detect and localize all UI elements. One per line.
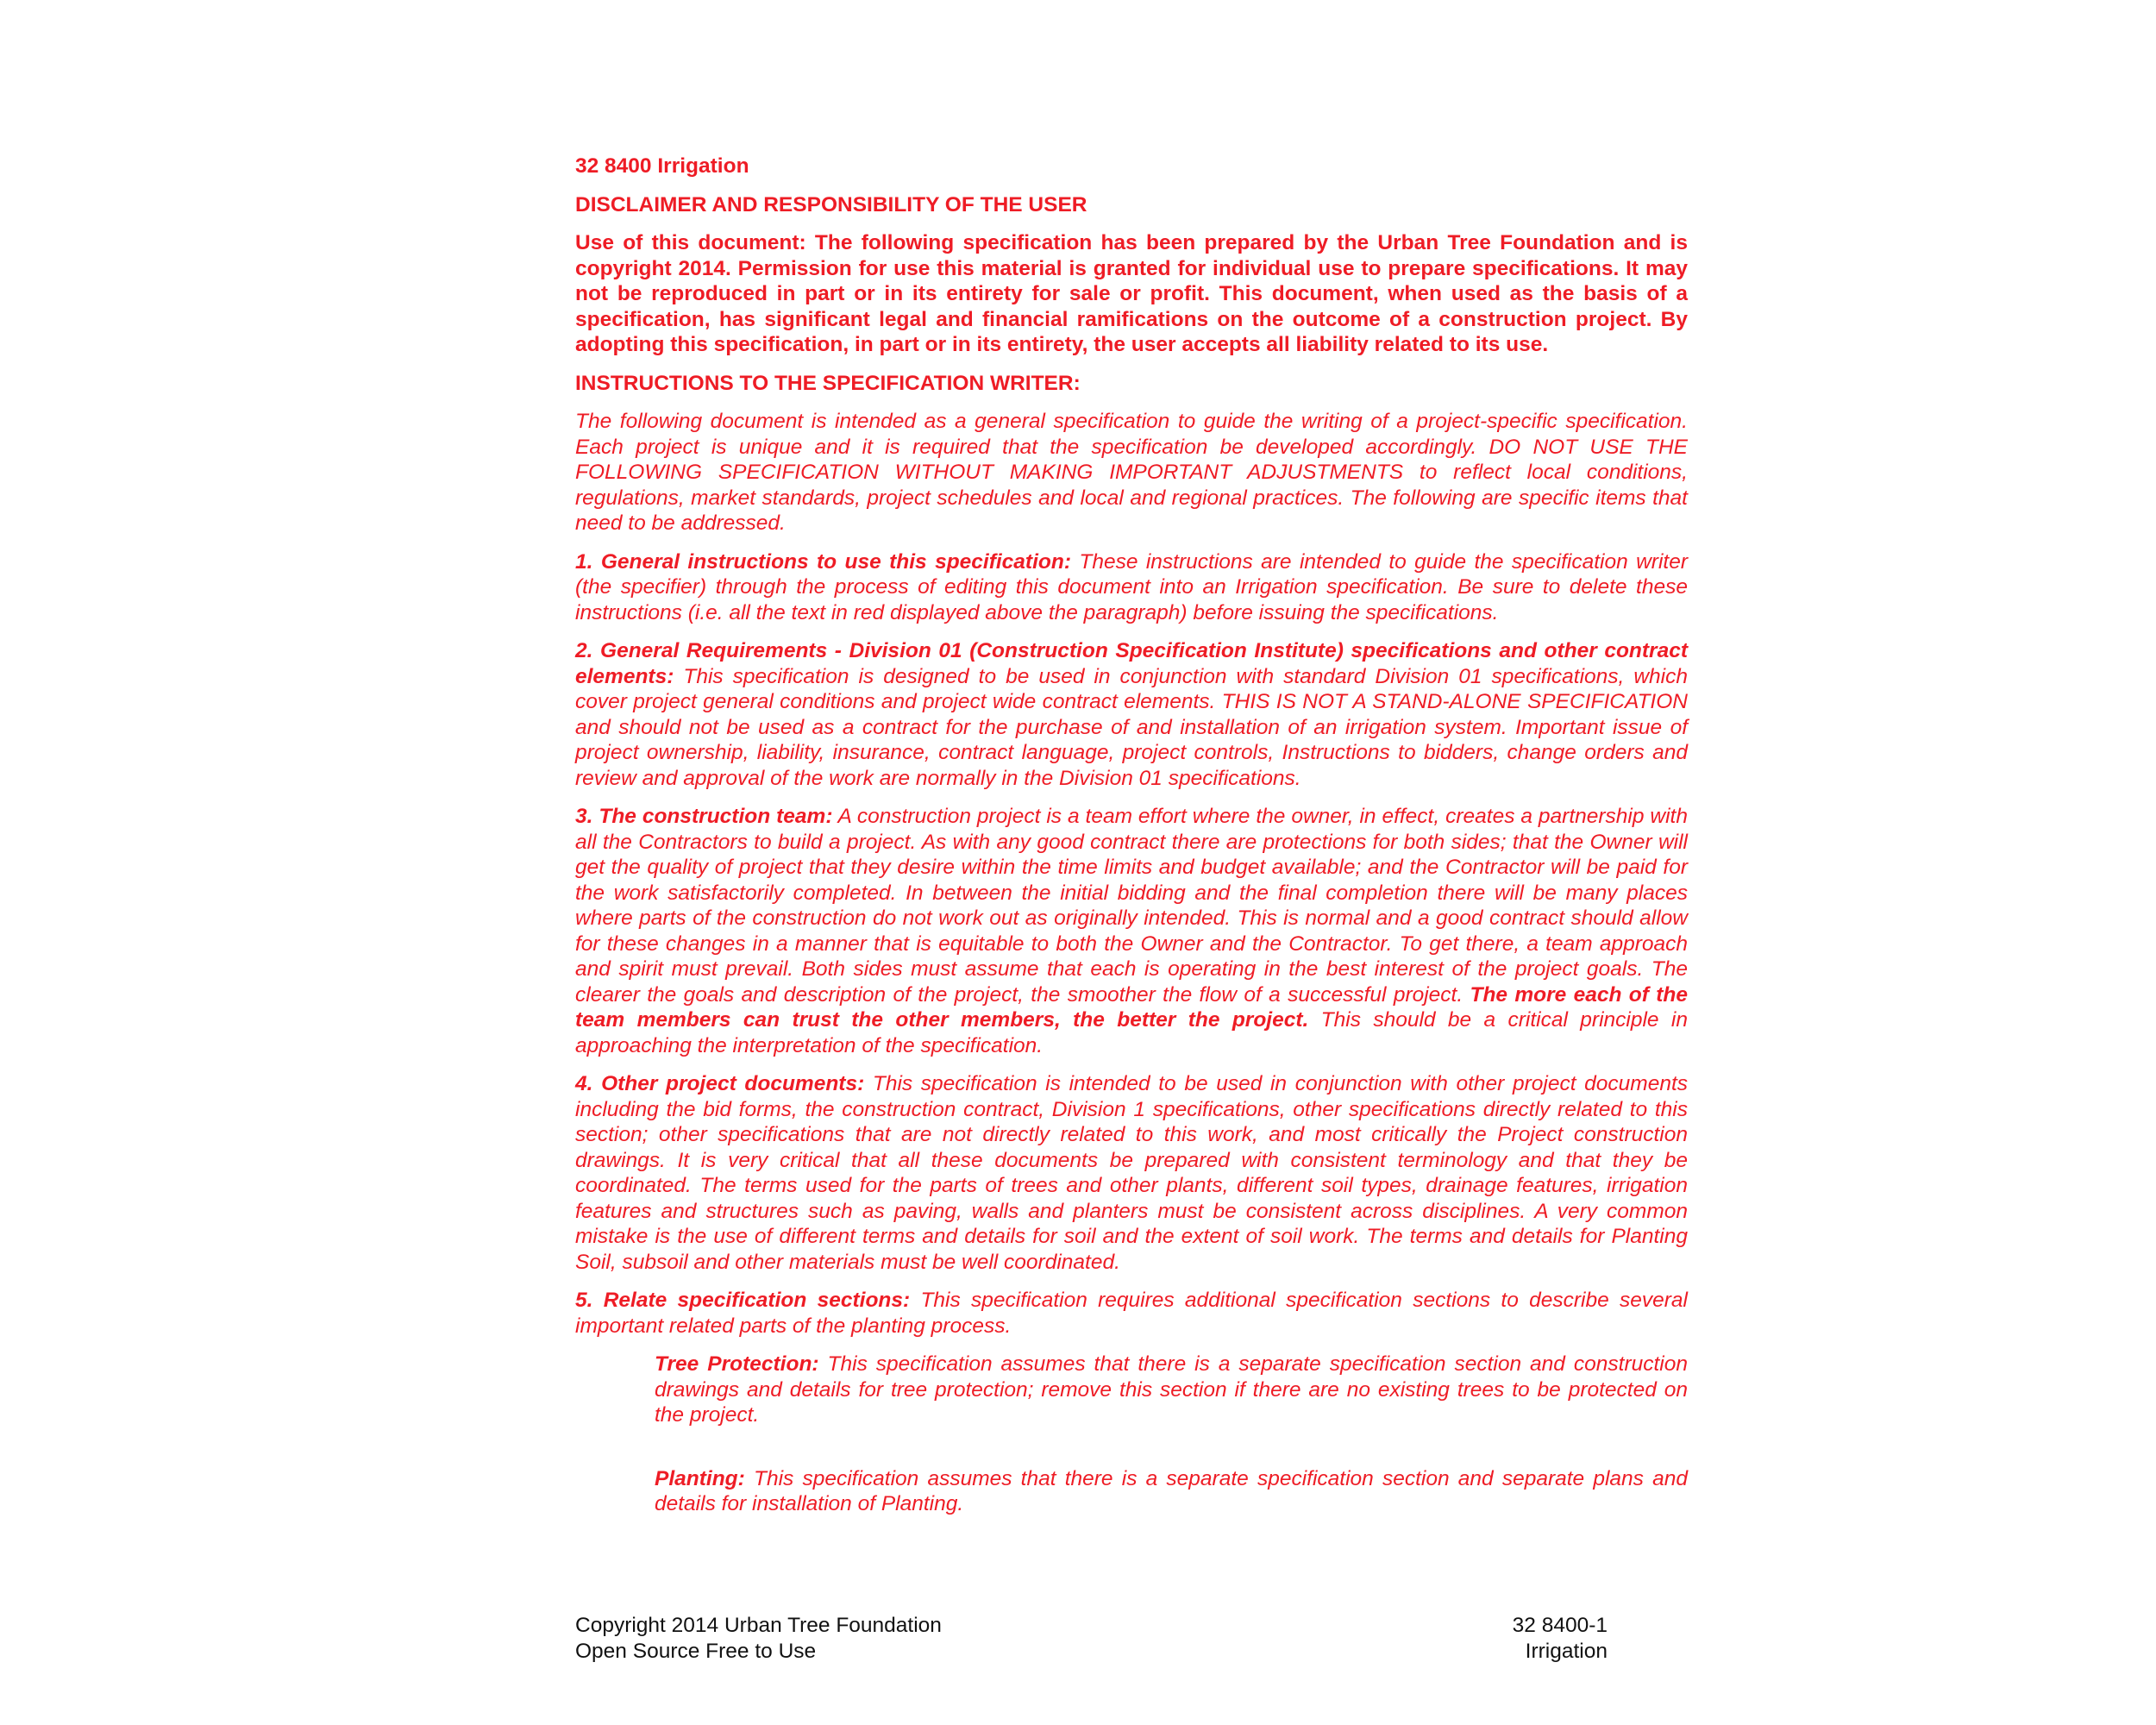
instruction-item-3-text: A construction project is a team effort where the owner, in effect, creates a partnership with all the Contractors to build a project. As with any good contract there are protections for both sides; that the Owner will get the quality of project that they desire within the time limits and budget available; and the Contractor will be paid for the work satisfactorily completed. In between the initial bidding and the final completion there will be many places where parts of the construction do not work out as originally intended. This is normal and a good contract should allow for these changes in a manner that is equitable to both the Owner and the Contractor. To get there, a team approach and spirit must prevail. Both sides must assume that each is operating in the best interest of the project goals. The clearer the goals and description of the project, the smoother the flow of a successful project. — [575, 805, 1688, 1007]
instruction-item-1-text: These instructions are intended to guide the specification writer (the specifier) through the process of editing this document into an Irrigation specification. Be sure to delete these instructions (i.e. all the text in red displayed above the paragraph) before issuing the specifications. — [575, 549, 1689, 624]
instruction-item-5-text: This specification requires additional specification sections to describe several important related parts of the planting process. — [575, 1289, 1688, 1338]
subitem-planting — [655, 1466, 1688, 1517]
subitem-planting-lead: Planting: — [655, 1466, 745, 1490]
instruction-item-3-emphasis: The more each of the team members can trust the other members, the better the project. — [575, 982, 1688, 1032]
disclaimer-heading: DISCLAIMER AND RESPONSIBILITY OF THE USER — [575, 192, 1087, 216]
instruction-item-1 — [575, 549, 1688, 626]
instructions-intro: The following document is intended as a general specification to guide the writing of a project-specific specification. Each project is unique and it is required that the specification be developed accordingly. DO NOT USE THE FOLLOWING SPECIFICATION WITHOUT MAKING IMPORTANT ADJUSTMENTS to reflect local conditions, regulations, market standards, project schedules and local and regional practices. The following are specific items that need to be addressed. — [575, 410, 1688, 535]
instruction-item-1-lead: 1. General instructions to use this specification: — [575, 549, 1071, 574]
document-body — [575, 154, 1688, 1517]
instruction-item-3 — [575, 804, 1688, 1058]
instruction-item-5 — [575, 1288, 1688, 1339]
instruction-item-2-text: This specification is designed to be used in conjunction with standard Division 01 specifications, which cover project general conditions and project wide contract elements. THIS IS NOT A STAND-ALONE SPECIFICATION and should not be used as a contract for the purchase of and installation of an irrigation system. Important issue of project ownership, liability, insurance, contract language, project controls, Instructions to bidders, change orders and review and approval of the work are normally in the Division 01 specifications. — [575, 664, 1688, 790]
subitem-planting-text: This specification assumes that there is a separate specification section and separate plans and details for installation of Planting. — [655, 1466, 1688, 1515]
instruction-item-2-lead: 2. General Requirements - Division 01 (Construction Specification Institute) specifications and other contract elements: — [575, 639, 1688, 688]
footer-section-name: Irrigation — [1525, 1640, 1608, 1663]
footer-license: Open Source Free to Use — [575, 1640, 817, 1663]
footer-left — [575, 1613, 942, 1665]
footer-right — [1466, 1613, 1608, 1665]
instruction-item-5-lead: 5. Relate specification sections: — [575, 1289, 911, 1312]
section-title: 32 8400 Irrigation — [575, 154, 749, 178]
subitem-tree-protection — [655, 1352, 1688, 1428]
instruction-item-4-text: This specification is intended to be used in conjunction with other project documents including the bid forms, the construction contract, Division 1 specifications, other specifications directly related to this section; other specifications that are not directly related to this work, and most critically the Project construction drawings. It is very critical that all these documents be prepared with consistent terminology and that they be coordinated. The terms used for the parts of trees and other plants, different soil types, drainage features, irrigation features and structures such as paving, walls and planters must be consistent across disciplines. A very common mistake is the use of different terms and details for soil and the extent of soil work. The terms and details for Planting Soil, subsoil and other materials must be well coordinated. — [575, 1072, 1689, 1274]
instructions-heading: INSTRUCTIONS TO THE SPECIFICATION WRITER: — [575, 371, 1081, 395]
instruction-item-3-tail: This should be a critical principle in approaching the interpretation of the specification. — [575, 1008, 1688, 1057]
instruction-item-4 — [575, 1071, 1688, 1275]
footer-copyright: Copyright 2014 Urban Tree Foundation — [575, 1614, 942, 1637]
disclaimer-paragraph: Use of this document: The following specification has been prepared by the Urban Tree Foundation and is copyright 2014. Permission for use this material is granted for individual use to prepare specifications. It may not be reproduced in part or in its entirety for sale or profit. This document, when used as the basis of a specification, has significant legal and financial ramifications on the outcome of a construction project. By adopting this specification, in part or in its entirety, the user accepts all liability related to its use. — [575, 231, 1688, 356]
instruction-item-4-lead: 4. Other project documents: — [575, 1072, 865, 1095]
subitem-tree-protection-text: This specification assumes that there is a separate specification section and construction drawings and details for tree protection; remove this section if there are no existing trees to be protected on the project. — [655, 1352, 1688, 1427]
subitem-tree-protection-lead: Tree Protection: — [655, 1352, 819, 1376]
footer-page-number: 32 8400-1 — [1512, 1614, 1608, 1637]
instruction-item-3-lead: 3. The construction team: — [575, 805, 833, 828]
instruction-item-2 — [575, 638, 1688, 791]
